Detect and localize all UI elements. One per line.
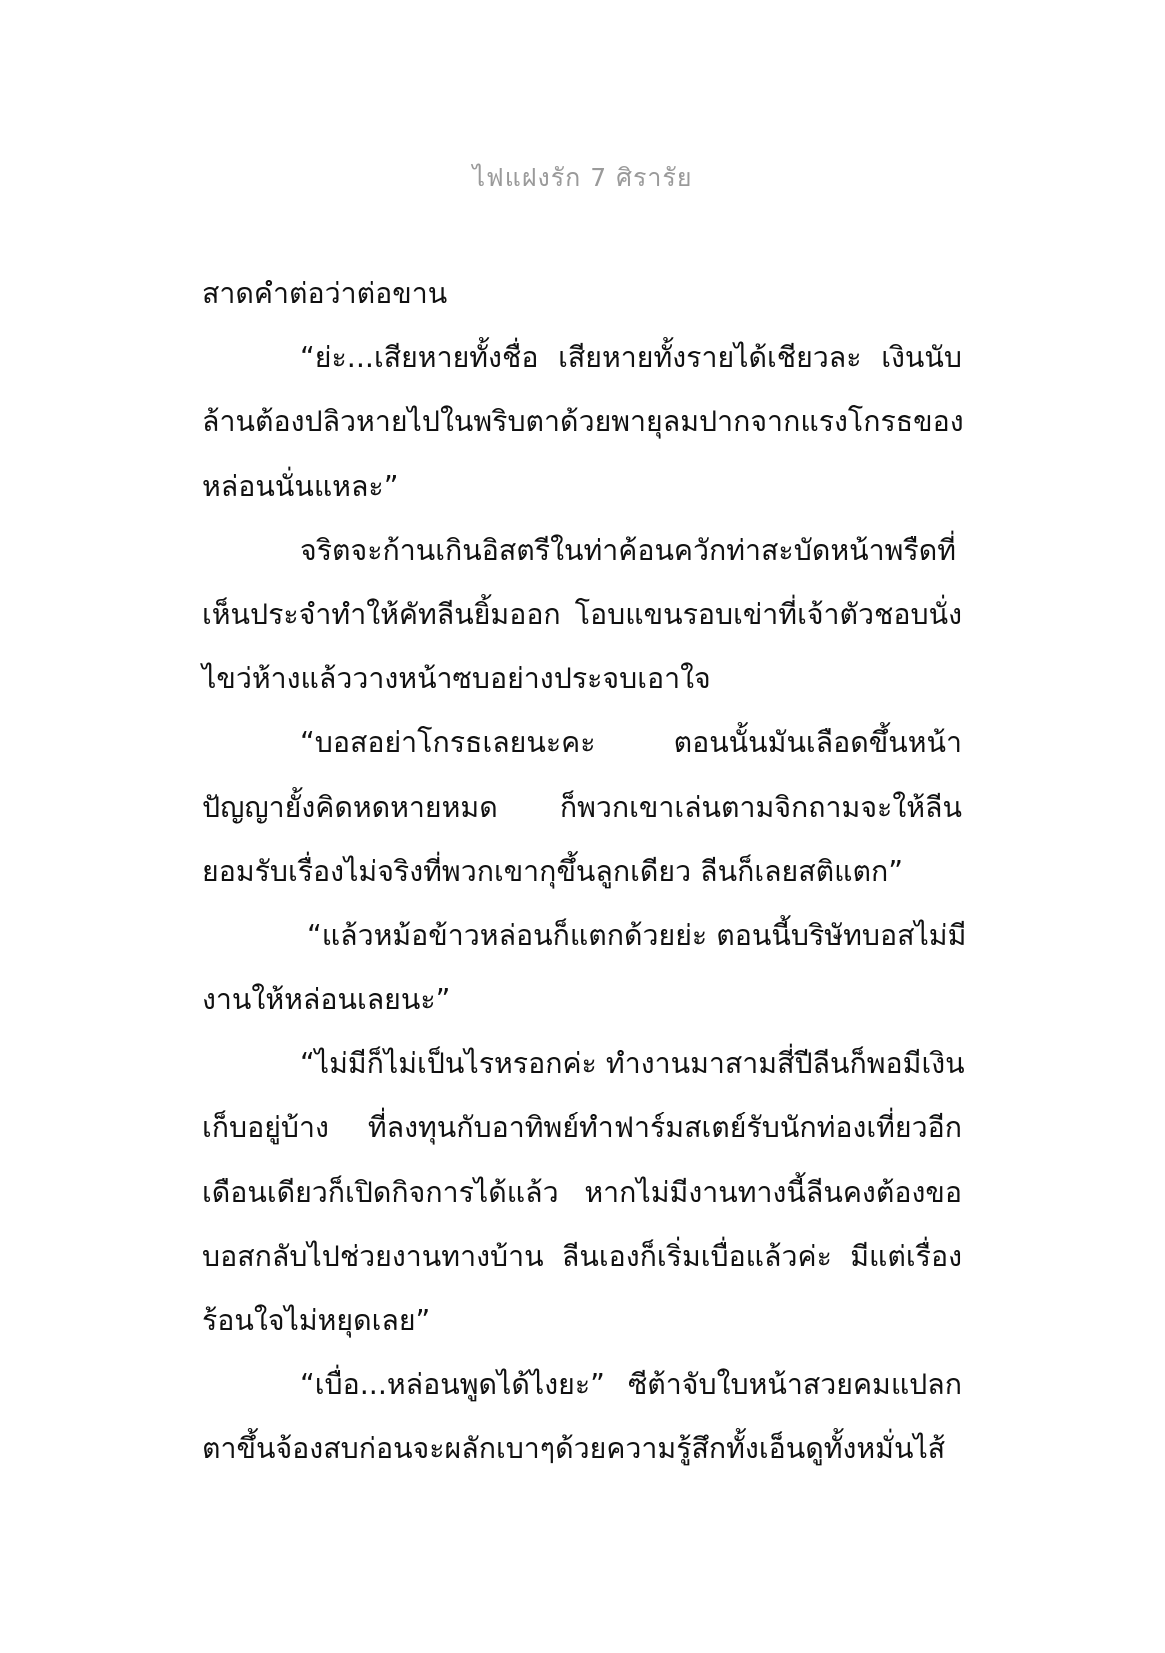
text-line: ปัญญายั้งคิดหดหายหมด ก็พวกเขาเล่นตามจิกถามจะให้ลีน bbox=[202, 790, 962, 824]
text-line: เก็บอยู่บ้าง ที่ลงทุนกับอาทิพย์ทำฟาร์มสเตย์รับนักท่องเที่ยวอีก bbox=[202, 1111, 962, 1145]
text-line: สาดคำต่อว่าต่อขาน bbox=[202, 277, 448, 310]
text-line: ยอมรับเรื่องไม่จริงที่พวกเขากุขึ้นลูกเดียว ลีนก็เลยสติแตก” bbox=[202, 854, 904, 888]
text-line: งานให้หล่อนเลยนะ” bbox=[202, 983, 451, 1017]
text-line: ล้านต้องปลิวหายไปในพริบตาด้วยพายุลมปากจากแรงโกรธของ bbox=[202, 405, 964, 439]
text-line: ไขว่ห้างแล้ววางหน้าซบอย่างประจบเอาใจ bbox=[202, 662, 711, 696]
running-header: ไฟแฝงรัก 7 ศิรารัย bbox=[472, 163, 693, 192]
text-line: หล่อนนั่นแหละ” bbox=[202, 469, 399, 503]
text-line: “ไม่มีก็ไม่เป็นไรหรอกค่ะ ทำงานมาสามสี่ปีลีนก็พอมีเงิน bbox=[300, 1047, 965, 1081]
text-line: เห็นประจำทำให้คัทลีนยิ้มออก โอบแขนรอบเข่าที่เจ้าตัวชอบนั่ง bbox=[202, 597, 962, 631]
text-line: บอสกลับไปช่วยงานทางบ้าน ลีนเองก็เริ่มเบื่อแล้วค่ะ มีแต่เรื่อง bbox=[202, 1239, 962, 1273]
text-line: “แล้วหม้อข้าวหล่อนก็แตกด้วยย่ะ ตอนนี้บริษัทบอสไม่มี bbox=[307, 918, 967, 952]
text-line: จริตจะก้านเกินอิสตรีในท่าค้อนควักท่าสะบัดหน้าพรืดที่ bbox=[300, 533, 957, 567]
text-line: “ย่ะ...เสียหายทั้งชื่อ เสียหายทั้งรายได้เชียวละ เงินนับ bbox=[300, 341, 962, 375]
text-line: “เบื่อ...หล่อนพูดได้ไงยะ” ซีต้าจับใบหน้าสวยคมแปลก bbox=[300, 1368, 962, 1402]
text-line: เดือนเดียวก็เปิดกิจการได้แล้ว หากไม่มีงานทางนี้ลีนคงต้องขอ bbox=[202, 1175, 962, 1209]
text-line: ตาขึ้นจ้องสบก่อนจะผลักเบาๆด้วยความรู้สึกทั้งเอ็นดูทั้งหมั่นไส้ bbox=[202, 1432, 946, 1466]
text-line: ร้อนใจไม่หยุดเลย” bbox=[202, 1304, 431, 1337]
text-line: “บอสอย่าโกรธเลยนะคะ ตอนนั้นมันเลือดขึ้นหน้า bbox=[300, 726, 962, 760]
body-text bbox=[202, 262, 967, 1482]
